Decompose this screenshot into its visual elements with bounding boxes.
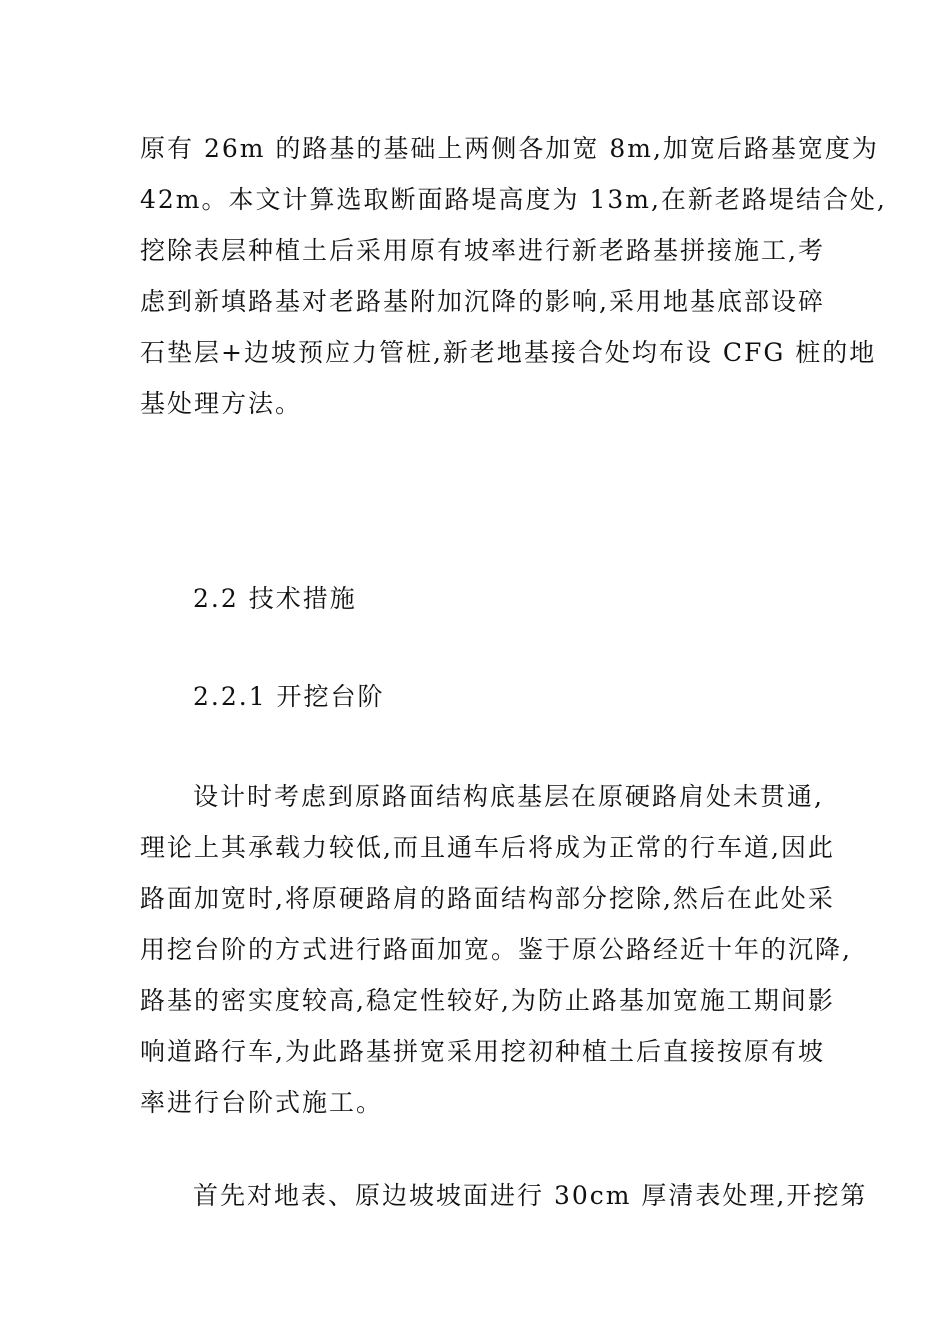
paragraph-line: 响道路行车,为此路基拼宽采用挖初种植土后直接按原有坡 [140,1037,825,1066]
paragraph-line: 用挖台阶的方式进行路面加宽。鉴于原公路经近十年的沉降, [140,935,852,964]
paragraph-3 [140,1170,868,1221]
subsection-heading: 2.2.1 开挖台阶 [193,682,385,711]
paragraph-2 [140,771,852,1128]
paragraph-line: 率进行台阶式施工。 [140,1088,384,1117]
paragraph-line: 路基的密实度较高,稳定性较好,为防止路基加宽施工期间影 [140,986,835,1015]
section-heading: 2.2 技术措施 [193,584,357,613]
paragraph-line: 42m。本文计算选取断面路堤高度为 13m,在新老路堤结合处, [140,185,887,214]
paragraph-line: 石垫层+边坡预应力管桩,新老地基接合处均布设 CFG 桩的地 [140,338,877,367]
paragraph-line: 基处理方法。 [140,389,303,418]
paragraph-line: 虑到新填路基对老路基附加沉降的影响,采用地基底部设碎 [140,287,825,316]
paragraph-1 [140,123,887,429]
paragraph-line: 设计时考虑到原路面结构底基层在原硬路肩处未贯通, [193,782,824,811]
paragraph-line: 理论上其承载力较低,而且通车后将成为正常的行车道,因此 [140,833,835,862]
paragraph-line: 首先对地表、原边坡坡面进行 30cm 厚清表处理,开挖第 [193,1181,868,1210]
paragraph-line: 原有 26m 的路基的基础上两侧各加宽 8m,加宽后路基宽度为 [140,134,879,163]
paragraph-line: 挖除表层种植土后采用原有坡率进行新老路基拼接施工,考 [140,236,825,265]
paragraph-line: 路面加宽时,将原硬路肩的路面结构部分挖除,然后在此处采 [140,884,835,913]
